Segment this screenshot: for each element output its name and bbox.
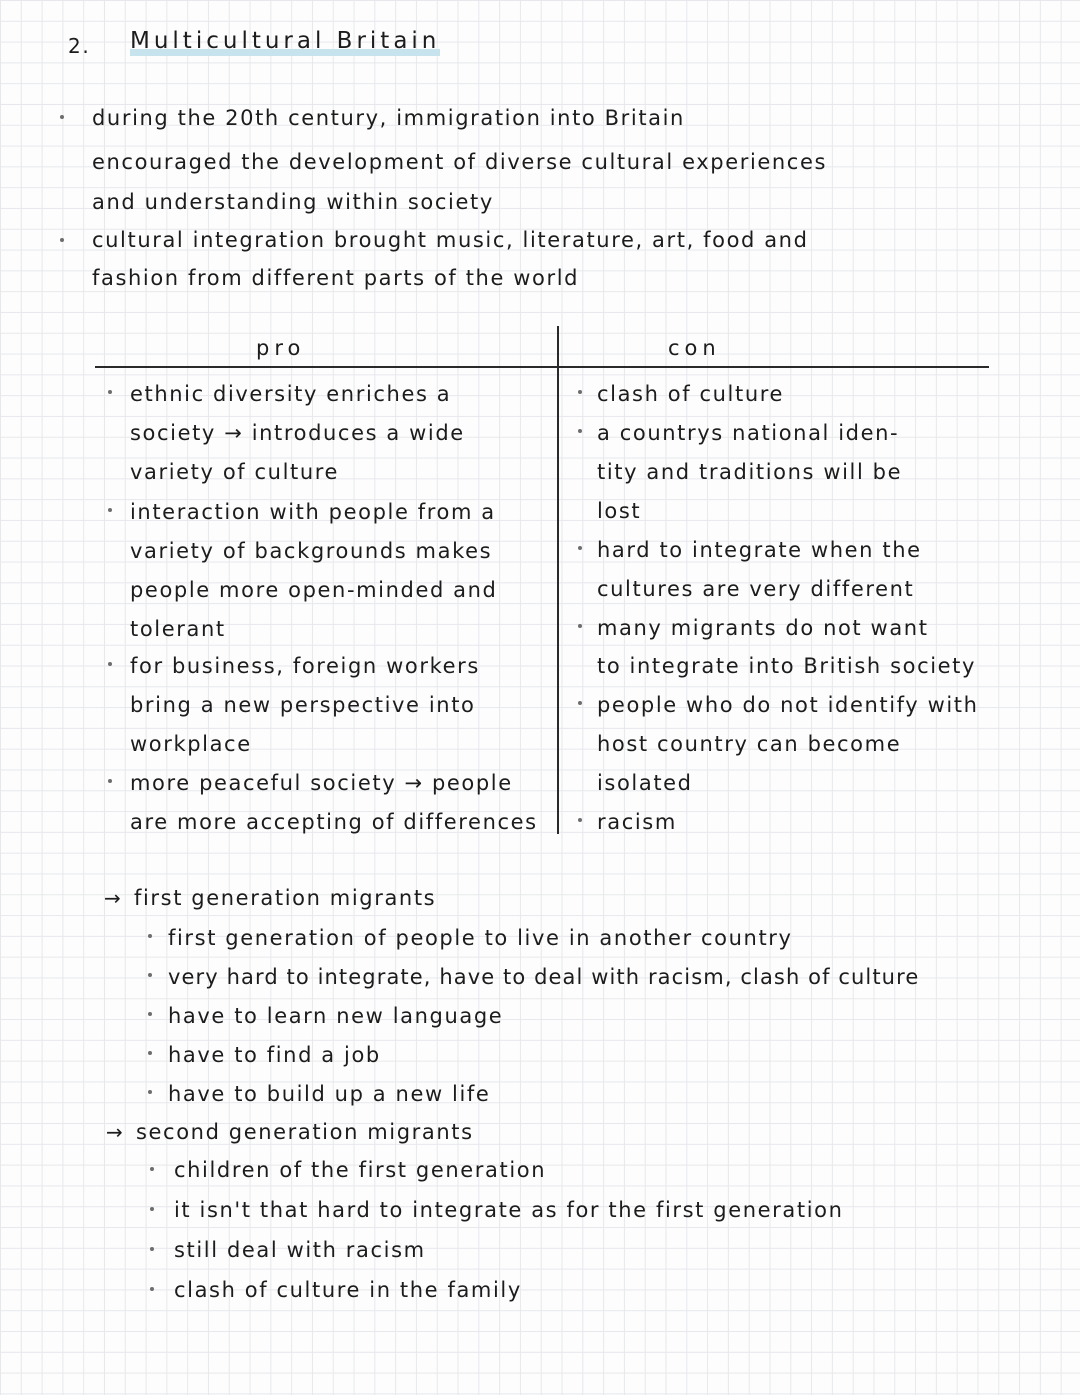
- intro-line: during the 20th century, immigration into Britain: [92, 106, 685, 130]
- first-gen-point: very hard to integrate, have to deal with racism, clash of culture: [168, 965, 920, 989]
- pro-line: variety of backgrounds makes: [130, 539, 493, 563]
- arrow-right-icon: →: [104, 886, 123, 910]
- pro-line: are more accepting of differences: [130, 810, 538, 834]
- intro-line: encouraged the development of diverse cultural experiences: [92, 150, 828, 174]
- con-line: clash of culture: [597, 382, 785, 406]
- bullet-dot: [150, 1167, 154, 1171]
- pro-heading: pro: [256, 336, 306, 360]
- intro-line: and understanding within society: [92, 190, 494, 214]
- con-line: a countrys national iden-: [597, 421, 900, 445]
- pro-line: people more open-minded and: [130, 578, 498, 602]
- first-gen-point: have to find a job: [168, 1043, 381, 1067]
- con-line: lost: [597, 499, 642, 523]
- con-line: cultures are very different: [597, 577, 915, 601]
- bullet-dot: [148, 1051, 152, 1055]
- bullet-dot: [108, 662, 112, 666]
- pro-line: bring a new perspective into: [130, 693, 476, 717]
- bullet-dot: [578, 624, 582, 628]
- intro-line: cultural integration brought music, literature, art, food and: [92, 228, 809, 252]
- second-gen-point: children of the first generation: [174, 1158, 547, 1182]
- con-line: isolated: [597, 771, 693, 795]
- con-line: to integrate into British society: [597, 654, 977, 678]
- bullet-dot: [148, 1090, 152, 1094]
- con-line: hard to integrate when the: [597, 538, 922, 562]
- first-gen-point: have to build up a new life: [168, 1082, 491, 1106]
- second-gen-point: still deal with racism: [174, 1238, 426, 1262]
- intro-line: fashion from different parts of the world: [92, 266, 580, 290]
- bullet-dot: [108, 779, 112, 783]
- pro-line: workplace: [130, 732, 252, 756]
- con-line: host country can become: [597, 732, 902, 756]
- pro-line: tolerant: [130, 617, 226, 641]
- table-column-divider: [557, 326, 559, 834]
- bullet-dot: [150, 1207, 154, 1211]
- con-line: people who do not identify with: [597, 693, 979, 717]
- pro-line: ethnic diversity enriches a: [130, 382, 452, 406]
- pro-line: variety of culture: [130, 460, 340, 484]
- pro-line: for business, foreign workers: [130, 654, 480, 678]
- con-line: racism: [597, 810, 677, 834]
- arrow-right-icon: →: [106, 1120, 125, 1144]
- bullet-dot: [60, 238, 64, 242]
- bullet-dot: [578, 701, 582, 705]
- bullet-dot: [60, 115, 64, 119]
- second-gen-point: it isn't that hard to integrate as for the first generation: [174, 1198, 844, 1222]
- first-gen-heading: first generation migrants: [134, 886, 437, 910]
- pro-line: society → introduces a wide: [130, 421, 465, 445]
- con-line: tity and traditions will be: [597, 460, 903, 484]
- second-gen-heading: second generation migrants: [136, 1120, 474, 1144]
- table-header-divider: [95, 366, 989, 368]
- page-title: Multicultural Britain: [130, 28, 441, 54]
- section-number: 2.: [68, 34, 91, 58]
- con-line: many migrants do not want: [597, 616, 929, 640]
- con-heading: con: [668, 336, 721, 360]
- bullet-dot: [108, 390, 112, 394]
- bullet-dot: [150, 1287, 154, 1291]
- bullet-dot: [150, 1247, 154, 1251]
- bullet-dot: [148, 973, 152, 977]
- bullet-dot: [578, 546, 582, 550]
- first-gen-point: have to learn new language: [168, 1004, 504, 1028]
- first-gen-point: first generation of people to live in another country: [168, 926, 793, 950]
- bullet-dot: [148, 934, 152, 938]
- bullet-dot: [108, 508, 112, 512]
- pro-line: more peaceful society → people: [130, 771, 513, 795]
- bullet-dot: [578, 429, 582, 433]
- bullet-dot: [578, 390, 582, 394]
- pro-line: interaction with people from a: [130, 500, 496, 524]
- second-gen-point: clash of culture in the family: [174, 1278, 522, 1302]
- bullet-dot: [578, 818, 582, 822]
- bullet-dot: [148, 1012, 152, 1016]
